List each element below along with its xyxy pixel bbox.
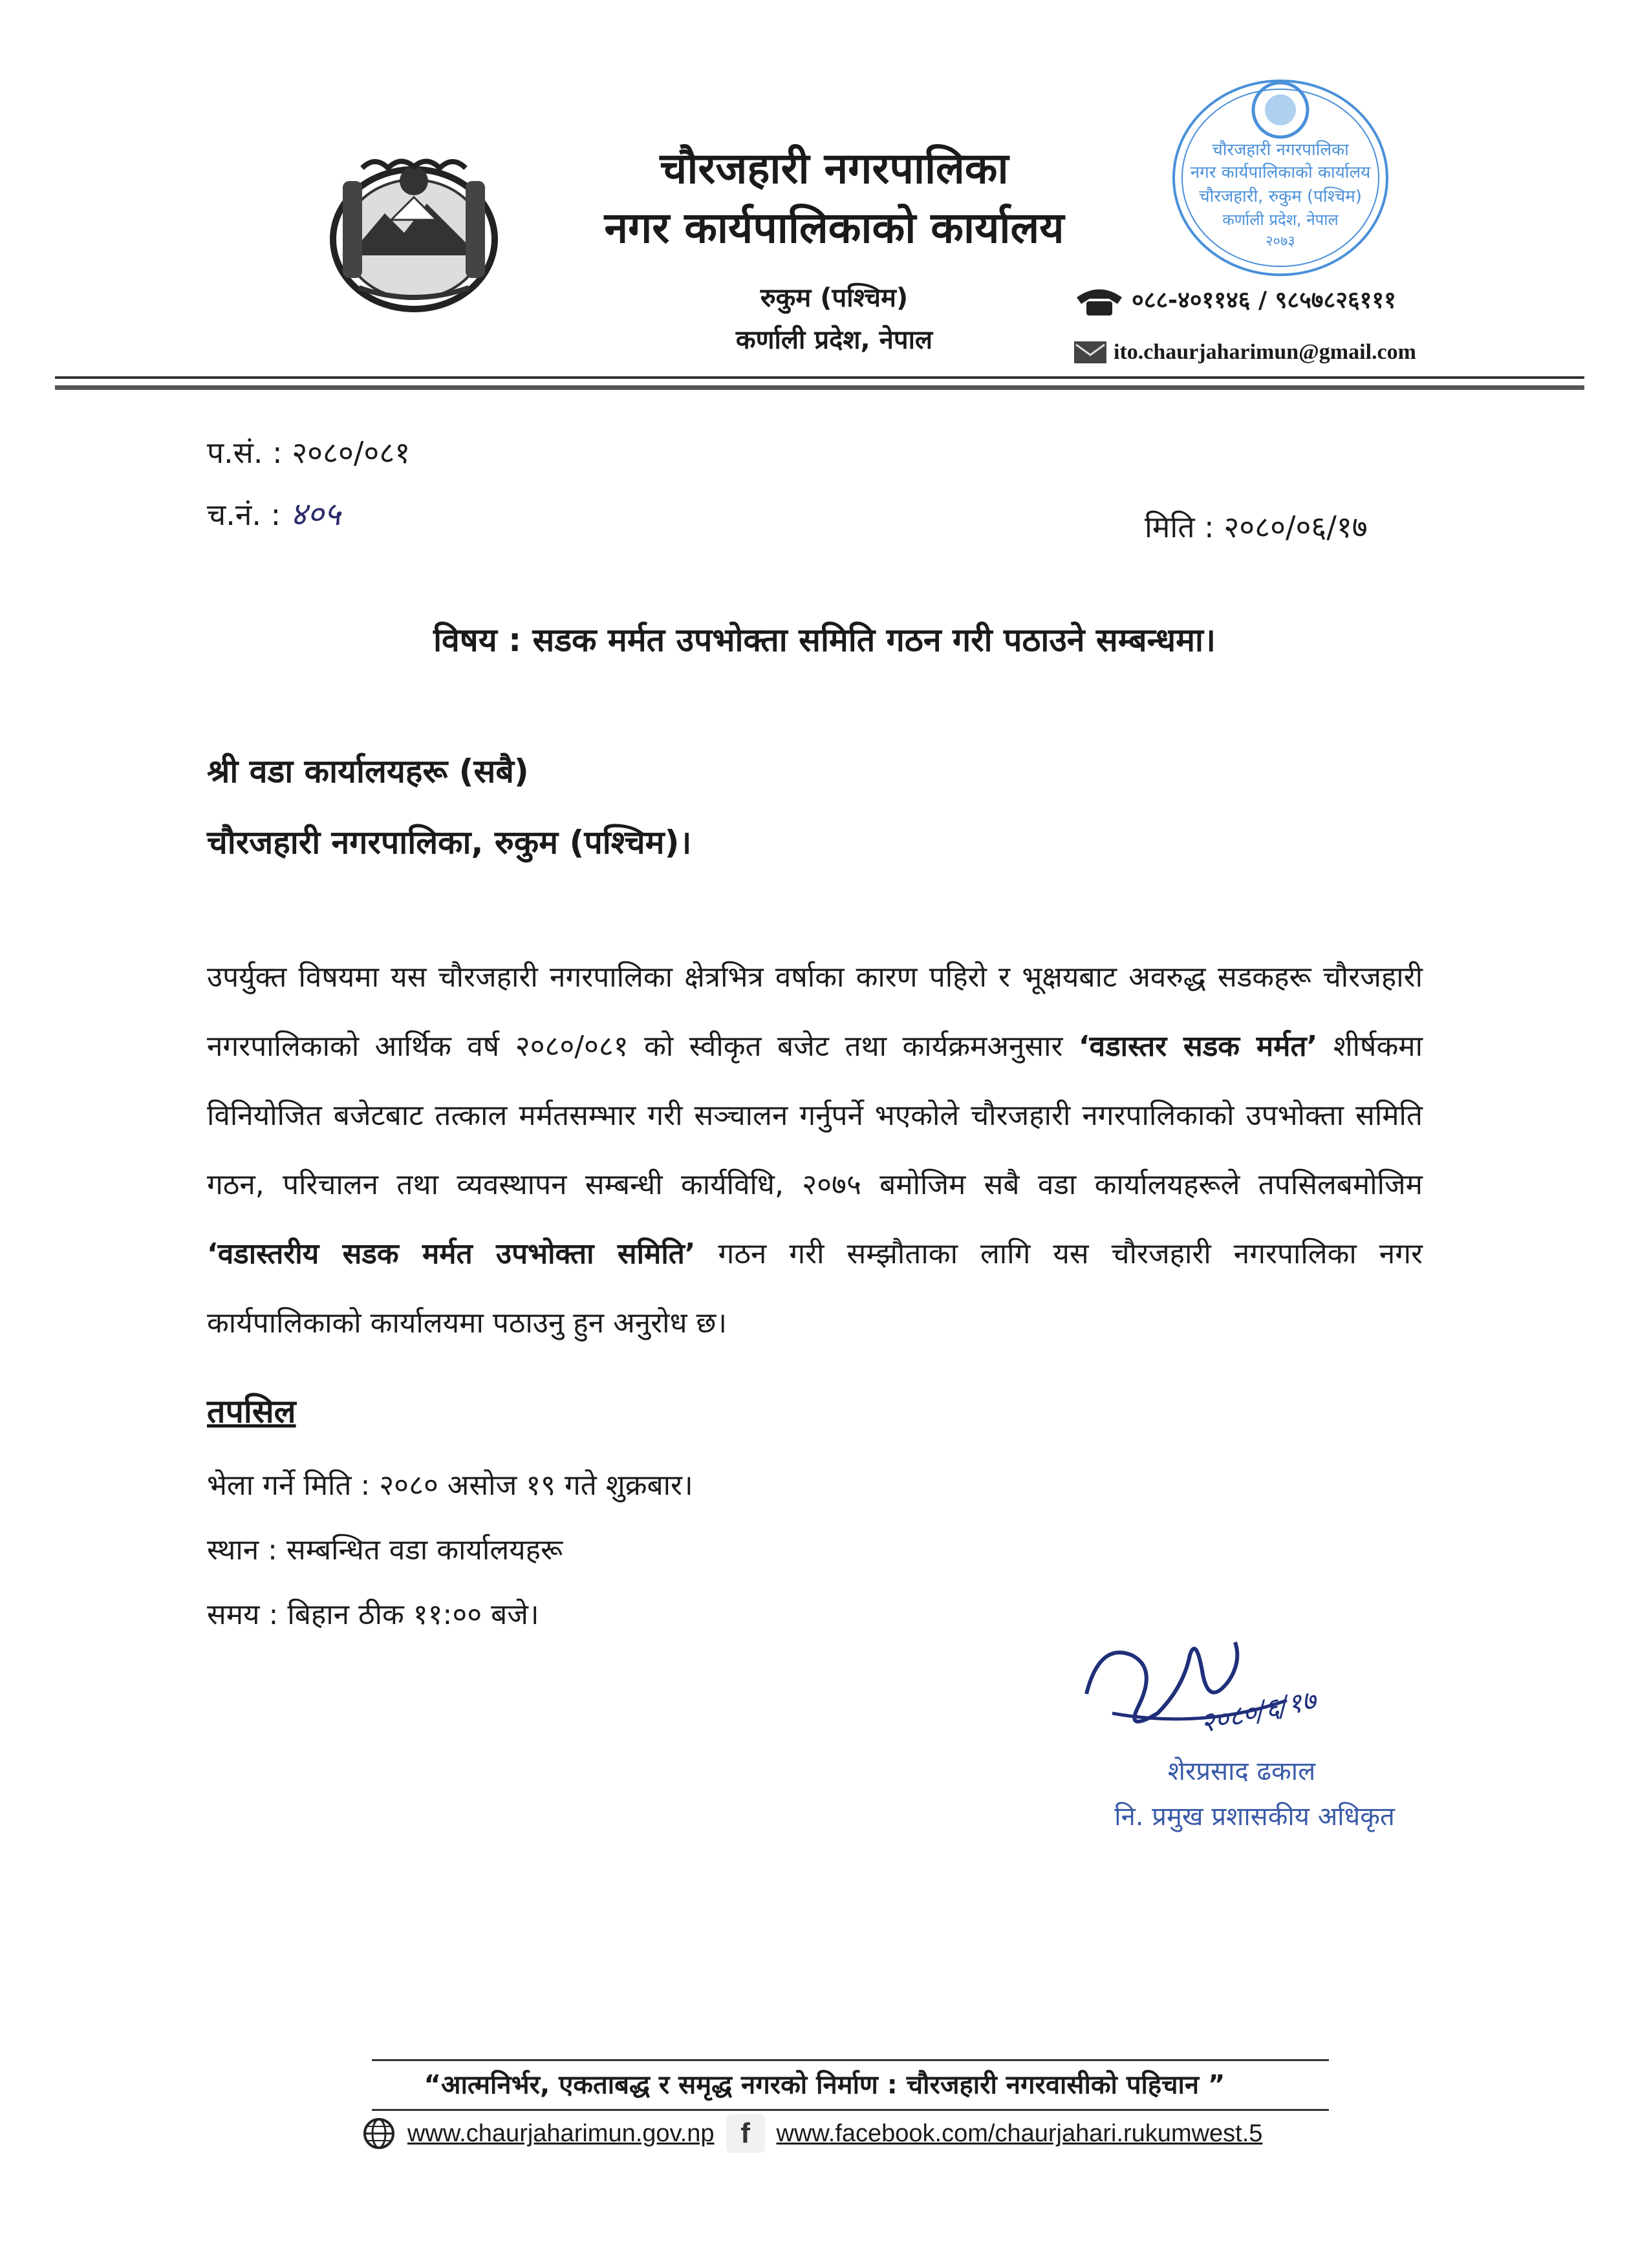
- facebook-link[interactable]: www.facebook.com/chaurjahari.rukumwest.5: [776, 2120, 1263, 2147]
- date-label: मिति :: [1145, 509, 1214, 544]
- patra-sankhya: [207, 433, 410, 472]
- meeting-time: समय : बिहान ठीक ११:०० बजे।: [207, 1598, 539, 1631]
- meeting-place: स्थान : सम्बन्धित वडा कार्यालयहरू: [207, 1534, 563, 1567]
- chalani-label: च.नं. :: [207, 497, 281, 532]
- patra-sankhya-label: प.सं. :: [207, 435, 283, 470]
- seal-line-4: कर्णाली प्रदेश, नेपाल: [1222, 211, 1339, 229]
- body-part-1: उपर्युक्त विषयमा यस चौरजहारी नगरपालिका क्षेत्रभित्र वर्षाका कारण पहिरो र भूक्षयबाट अवरुद्ध सडकहरू चौरजहारी नगरपालिकाको आर्थिक वर्ष २०८०/०८१ को स्वीकृत बजेट तथा कार्यक्रमअनुसार: [207, 961, 1423, 1063]
- footer-rule-top: [372, 2059, 1329, 2061]
- website-link[interactable]: www.chaurjaharimun.gov.np: [407, 2120, 715, 2147]
- email-icon: [1073, 341, 1107, 364]
- body-bold-1: ‘वडास्तर सडक मर्मत’: [1078, 1030, 1318, 1063]
- email-address: ito.chaurjaharimun@gmail.com: [1114, 340, 1416, 364]
- globe-icon: [362, 2117, 396, 2150]
- letter-date: [1145, 508, 1368, 546]
- seal-line-5: २०७३: [1266, 233, 1295, 250]
- phone-number: ०८८-४०११४६ / ९८५७८२६१११: [1132, 287, 1396, 314]
- body-part-3: गठन गरी सम्झौताका लागि यस चौरजहारी नगरपालिका नगर कार्यपालिकाको कार्यालयमा पठाउनु हुन अनुरोध छ।: [207, 1237, 1423, 1340]
- office-heading: [453, 139, 1216, 360]
- tapasil-heading: तपसिल: [207, 1393, 296, 1430]
- signatory-name: शेरप्रसाद ढकाल: [1167, 1757, 1316, 1786]
- meeting-date: भेला गर्ने मिति : २०८० असोज १९ गते शुक्रबार।: [207, 1469, 693, 1502]
- signature-date: २०८०/६/१७: [1197, 1684, 1319, 1739]
- header-rule-thick: [55, 385, 1584, 390]
- facebook-icon: f: [726, 2114, 765, 2153]
- signature: [1073, 1616, 1410, 1759]
- footer-motto: “आत्मनिर्भर, एकताबद्ध र समृद्ध नगरको निर्माण : चौरजहारी नगरवासीको पहिचान ”: [424, 2070, 1225, 2100]
- chalani-number: [207, 495, 341, 534]
- telephone-icon: [1073, 284, 1125, 317]
- signatory-title: नि. प्रमुख प्रशासकीय अधिकृत: [1114, 1802, 1395, 1832]
- header-rule: [55, 376, 1584, 379]
- footer-rule-bottom: [372, 2109, 1329, 2111]
- seal-line-3: चौरजहारी, रुकुम (पश्चिम): [1199, 187, 1362, 206]
- footer-links: [362, 2114, 1262, 2153]
- office-name: नगर कार्यपालिकाको कार्यालय: [604, 203, 1064, 253]
- seal-line-1: चौरजहारी नगरपालिका: [1212, 140, 1349, 160]
- municipality-name: चौरजहारी नगरपालिका: [660, 144, 1009, 193]
- addressee-line-1: श्री वडा कार्यालयहरू (सबै): [207, 753, 529, 790]
- contact-phone: [1073, 284, 1396, 317]
- province-name: कर्णाली प्रदेश, नेपाल: [735, 325, 933, 355]
- date-value: २०८०/०६/१७: [1223, 509, 1368, 544]
- subject-line: विषय : सडक मर्मत उपभोक्ता समिति गठन गरी पठाउने सम्बन्धमा।: [433, 621, 1216, 659]
- body-part-2: शीर्षकमा विनियोजित बजेटबाट तत्काल मर्मतसम्भार गरी सञ्चालन गर्नुपर्ने भएकोले चौरजहारी नगरपालिकाको उपभोक्ता समिति गठन, परिचालन तथा व्यवस्थापन सम्बन्धी कार्यविधि, २०७५ बमोजिम सबै वडा कार्यालयहरूले तपसिलबमोजिम: [207, 1030, 1423, 1201]
- patra-sankhya-value: २०८०/०८१: [292, 435, 411, 470]
- addressee-line-2: चौरजहारी नगरपालिका, रुकुम (पश्चिम)।: [207, 824, 692, 861]
- contact-email: [1073, 336, 1416, 369]
- office-seal: [1164, 65, 1397, 284]
- seal-line-2: नगर कार्यपालिकाको कार्यालय: [1190, 163, 1371, 182]
- body-bold-2: ‘वडास्तरीय सडक मर्मत उपभोक्ता समिति’: [207, 1237, 696, 1270]
- letter-body: [207, 943, 1423, 1358]
- chalani-value: ४०५: [290, 495, 341, 533]
- district-name: रुकुम (पश्चिम): [760, 283, 909, 313]
